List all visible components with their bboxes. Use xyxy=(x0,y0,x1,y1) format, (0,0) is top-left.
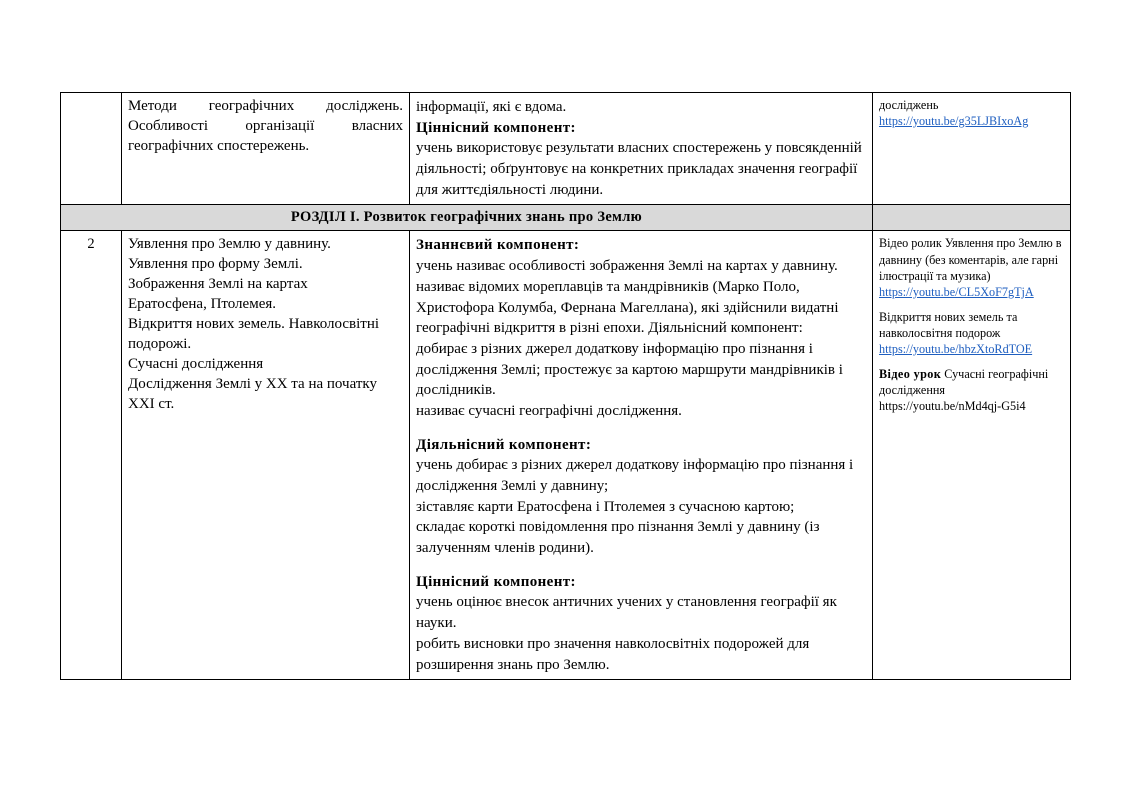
knowledge-component-text: називає відомих мореплавців та мандрівників (Марко Поло, Христофора Колумба, Фернана Магеллана), які здійснили видатні географічні відкриття в різні епохи. Діяльнісний компонент: xyxy=(416,278,839,337)
links-cell xyxy=(873,231,1071,680)
topic-line: географічних спостережень. xyxy=(128,137,310,154)
links-cell xyxy=(873,93,1071,205)
video-lesson-label: Відео урок xyxy=(879,367,942,382)
topic-line: Зображення Землі на картах xyxy=(128,276,308,293)
paragraph-spacer xyxy=(416,422,866,435)
table-row xyxy=(61,93,1071,205)
topic-line: подорожі. xyxy=(128,336,192,353)
value-component-text: учень оцінює внесок античних учених у становлення географії як науки. xyxy=(416,594,837,632)
topic-line: ХХІ ст. xyxy=(128,395,175,412)
topic-line: Уявлення про форму Землі. xyxy=(128,256,303,273)
knowledge-component-text: учень називає особливості зображення Землі на картах у давнину. xyxy=(416,258,838,275)
value-component-heading: Ціннісний компонент: xyxy=(416,119,576,136)
video-link[interactable]: https://youtu.be/g35LJBIxoAg xyxy=(879,114,1029,129)
requirements-cell xyxy=(410,231,873,680)
activity-component-text: учень добирає з різних джерел додаткову інформацію про пізнання і дослідження Землі у давнину; xyxy=(416,457,854,494)
topic-line: Особливості організації власних xyxy=(128,117,403,134)
topic-line: Методи географічних досліджень. xyxy=(128,98,403,114)
section-header-empty-cell xyxy=(873,205,1071,231)
section-title: РОЗДІЛ І. Розвиток географічних знань про Землю xyxy=(61,205,873,231)
requirements-cell xyxy=(410,93,873,205)
activity-component-heading: Діяльнісний компонент: xyxy=(416,436,592,453)
row-number-cell xyxy=(61,231,122,680)
value-component-text: робить висновки про значення навколосвітніх подорожей для розширення знань про Землю. xyxy=(416,635,810,673)
topic-line: Дослідження Землі у ХХ та на початку xyxy=(128,376,377,392)
row-number-cell xyxy=(61,93,122,205)
topic-line: Відкриття нових земель. Навколосвітні xyxy=(128,316,380,333)
topic-line: Сучасні дослідження xyxy=(128,356,264,373)
knowledge-component-heading: Знаннєвий компонент: xyxy=(416,237,580,254)
continued-text: досліджень xyxy=(879,98,939,112)
knowledge-component-text: називає сучасні географічні дослідження. xyxy=(416,402,682,419)
video-link[interactable]: https://youtu.be/hbzXtoRdTOE xyxy=(879,342,1033,356)
video-link[interactable]: https://youtu.be/CL5XoF7gTjA xyxy=(879,284,1034,299)
link-description: Відкриття нових земель та навколосвітня подорож xyxy=(879,309,1018,340)
continued-text: інформації, які є вдома. xyxy=(416,99,567,115)
link-description: Сучасні географічні дослідження xyxy=(879,367,1049,398)
link-description: Відео ролик Уявлення про Землю в давнину (без коментарів, але гарні ілюстрації та музика) xyxy=(879,236,1062,283)
row-number: 2 xyxy=(87,236,95,253)
topic-cell xyxy=(122,93,410,205)
topic-cell xyxy=(122,231,410,680)
activity-component-text: складає короткі повідомлення про пізнання Землі у давнину (із залученням членів родини). xyxy=(416,519,820,557)
paragraph-spacer xyxy=(879,357,1064,366)
section-header-row xyxy=(61,205,1071,231)
value-component-heading: Ціннісний компонент: xyxy=(416,573,576,590)
topic-line: Ератосфена, Птолемея. xyxy=(128,296,277,313)
paragraph-spacer xyxy=(879,300,1064,309)
activity-component-text: зіставляє карти Ератосфена і Птолемея з сучасною картою; xyxy=(416,498,795,515)
table-row xyxy=(61,231,1071,680)
video-url-text: https://youtu.be/nMd4qj-G5i4 xyxy=(879,399,1026,414)
knowledge-component-text: добирає з різних джерел додаткову інформацію про пізнання і дослідження Землі; простежує за картою маршрути мандрівників і дослідників. xyxy=(416,340,843,399)
value-component-text: учень використовує результати власних спостережень у повсякденній діяльності; обґрунтовує на конкретних прикладах значення географії для життєдіяльності людини. xyxy=(416,140,862,198)
topic-line: Уявлення про Землю у давнину. xyxy=(128,236,331,253)
curriculum-table xyxy=(60,92,1071,680)
paragraph-spacer xyxy=(416,559,866,572)
